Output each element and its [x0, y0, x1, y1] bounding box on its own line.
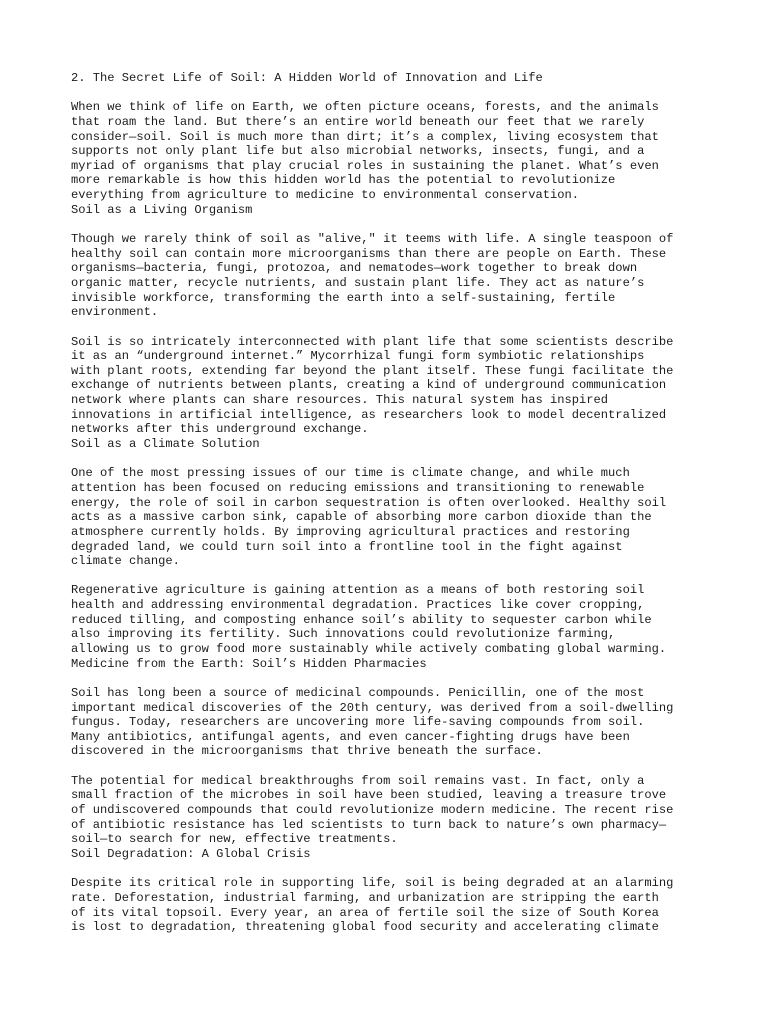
text-line: health and addressing environmental degradation. Practices like cover cropping, — [71, 598, 645, 613]
text-line: acts as a massive carbon sink, capable of absorbing more carbon dioxide than the — [71, 510, 652, 525]
text-line: also improving its fertility. Such innovations could revolutionize farming, — [71, 627, 616, 642]
text-line: that roam the land. But there’s an entire world beneath our feet that we rarely — [71, 114, 645, 129]
text-line: reduced tilling, and composting enhance soil’s ability to sequester carbon while — [71, 612, 652, 627]
text-line: Regenerative agriculture is gaining attention as a means of both restoring soil — [71, 583, 645, 598]
paragraph-gap — [71, 569, 711, 584]
text-line: it as an “underground internet.” Mycorrhizal fungi form symbiotic relationships — [71, 349, 645, 364]
paragraph-gap — [71, 320, 711, 335]
section-heading-degradation: Soil Degradation: A Global Crisis — [71, 846, 311, 861]
degradation-paragraph-1 — [71, 876, 711, 935]
text-line: fungus. Today, researchers are uncovering more life-saving compounds from soil. — [71, 715, 645, 730]
paragraph-gap — [71, 217, 711, 232]
text-line: degraded land, we could turn soil into a frontline tool in the fight against — [71, 539, 623, 554]
text-line: attention has been focused on reducing emissions and transitioning to renewable — [71, 480, 645, 495]
document-title: 2. The Secret Life of Soil: A Hidden World of Innovation and Life — [71, 71, 543, 85]
text-line: Many antibiotics, antifungal agents, and even cancer-fighting drugs have been — [71, 729, 630, 744]
text-line: Though we rarely think of soil as "alive," it teems with life. A single teaspoon of — [71, 232, 674, 247]
section-heading-climate: Soil as a Climate Solution — [71, 437, 260, 452]
text-line: of antibiotic resistance has led scientists to turn back to nature’s own pharmacy— — [71, 817, 667, 832]
intro-paragraph — [71, 100, 711, 202]
text-line: Soil is so intricately interconnected with plant life that some scientists describe — [71, 334, 674, 349]
text-line: atmosphere currently holds. By improving agricultural practices and restoring — [71, 524, 630, 539]
climate-paragraph-1 — [71, 466, 711, 568]
text-line: discovered in the microorganisms that thrive beneath the surface. — [71, 744, 543, 759]
medicine-paragraph-1 — [71, 686, 711, 759]
text-line: myriad of organisms that play crucial roles in sustaining the planet. What’s even — [71, 158, 659, 173]
climate-paragraph-2 — [71, 583, 711, 656]
text-line: invisible workforce, transforming the earth into a self-sustaining, fertile — [71, 290, 616, 305]
paragraph-gap — [71, 862, 711, 877]
document-page — [71, 71, 711, 935]
text-line: organic matter, recycle nutrients, and sustain plant life. They act as nature’s — [71, 275, 645, 290]
text-line: soil—to search for new, effective treatments. — [71, 832, 398, 847]
text-line: allowing us to grow food more sustainably while actively combating global warming. — [71, 641, 667, 656]
text-line: exchange of nutrients between plants, creating a kind of underground communication — [71, 378, 667, 393]
text-line: environment. — [71, 305, 159, 320]
section-heading-living: Soil as a Living Organism — [71, 202, 253, 217]
text-line: networks after this underground exchange. — [71, 422, 369, 437]
text-line: with plant roots, extending far beyond the plant itself. These fungi facilitate the — [71, 363, 674, 378]
text-line: innovations in artificial intelligence, as researchers look to model decentralized — [71, 407, 667, 422]
text-line: energy, the role of soil in carbon sequestration is often overlooked. Healthy soil — [71, 495, 667, 510]
paragraph-gap — [71, 759, 711, 774]
text-line: rate. Deforestation, industrial farming, and urbanization are stripping the earth — [71, 890, 659, 905]
text-line: When we think of life on Earth, we often picture oceans, forests, and the animals — [71, 100, 659, 115]
text-line: is lost to degradation, threatening global food security and accelerating climate — [71, 920, 659, 935]
text-line: Despite its critical role in supporting life, soil is being degraded at an alarming — [71, 876, 674, 891]
text-line: The potential for medical breakthroughs from soil remains vast. In fact, only a — [71, 773, 645, 788]
text-line: of its vital topsoil. Every year, an area of fertile soil the size of South Korea — [71, 905, 659, 920]
section-heading-medicine: Medicine from the Earth: Soil’s Hidden Pharmacies — [71, 656, 427, 671]
medicine-paragraph-2 — [71, 774, 711, 847]
text-line: important medical discoveries of the 20th century, was derived from a soil-dwelling — [71, 700, 674, 715]
paragraph-gap — [71, 452, 711, 467]
text-line: of undiscovered compounds that could revolutionize modern medicine. The recent rise — [71, 803, 674, 818]
living-paragraph-2 — [71, 335, 711, 437]
living-paragraph-1 — [71, 232, 711, 320]
text-line: everything from agriculture to medicine to environmental conservation. — [71, 188, 580, 203]
text-line: small fraction of the microbes in soil have been studied, leaving a treasure trove — [71, 788, 667, 803]
text-line: supports not only plant life but also microbial networks, insects, fungi, and a — [71, 144, 645, 159]
text-line: climate change. — [71, 554, 180, 569]
text-line: One of the most pressing issues of our time is climate change, and while much — [71, 466, 630, 481]
text-line: Soil has long been a source of medicinal compounds. Penicillin, one of the most — [71, 685, 645, 700]
text-line: more remarkable is how this hidden world has the potential to revolutionize — [71, 173, 616, 188]
text-line: consider—soil. Soil is much more than dirt; it’s a complex, living ecosystem that — [71, 129, 659, 144]
text-line: organisms—bacteria, fungi, protozoa, and nematodes—work together to break down — [71, 261, 638, 276]
paragraph-gap — [71, 671, 711, 686]
text-line: network where plants can share resources. This natural system has inspired — [71, 393, 609, 408]
paragraph-gap — [71, 86, 711, 101]
text-line: healthy soil can contain more microorganisms than there are people on Earth. These — [71, 246, 667, 261]
